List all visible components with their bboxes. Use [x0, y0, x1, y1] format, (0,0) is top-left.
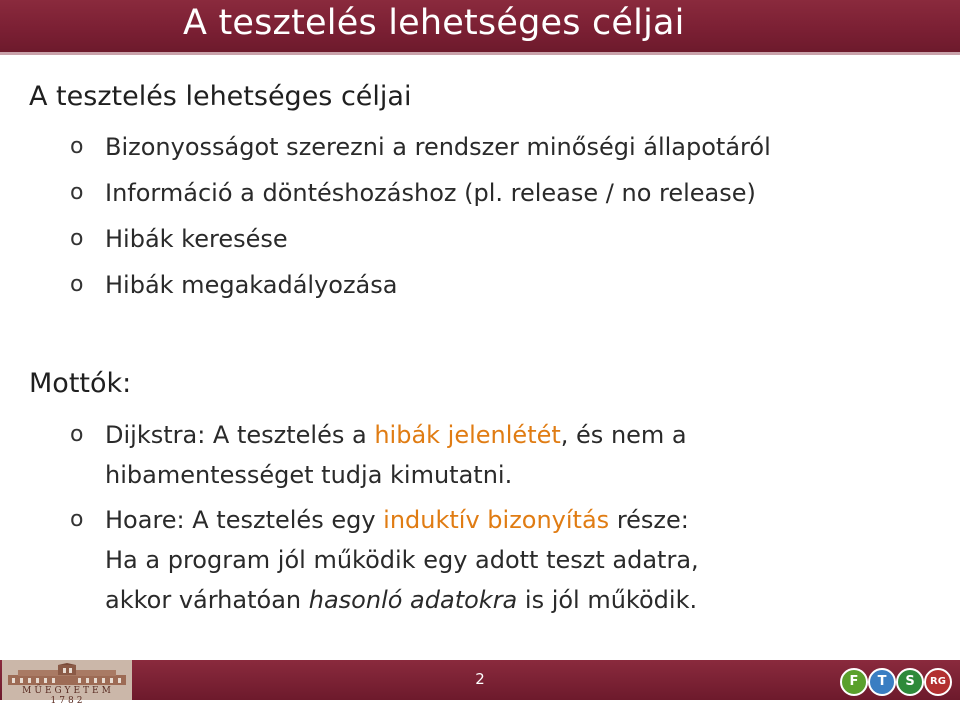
bullet-glyph: o [70, 226, 84, 251]
bullet-glyph: o [70, 180, 84, 205]
list-item-text: Hibák keresése [105, 225, 288, 253]
department-logos [840, 664, 952, 698]
quote-text: része: [609, 506, 689, 534]
logo-letter: S [905, 674, 915, 689]
quote-text: hibamentességet tudja kimutatni. [105, 461, 513, 489]
quote-text: Dijkstra: A tesztelés a [105, 421, 375, 449]
quote-text: Ha a program jól működik egy adott teszt adatra, [105, 546, 699, 574]
quote-text: , és nem a [560, 421, 687, 449]
footer-bar [0, 660, 960, 706]
bullet-glyph: o [70, 507, 84, 532]
page-number: 2 [475, 670, 485, 688]
university-text: MŰEGYETEM 1782 [22, 686, 114, 706]
list-item-text: Bizonyosságot szerezni a rendszer minőségi állapotáról [105, 133, 771, 161]
list-item-text: Információ a döntéshozáshoz (pl. release / no release) [105, 179, 756, 207]
highlight-text: hibák jelenlétét [374, 421, 561, 449]
quote-text: akkor várhatóan [105, 586, 309, 614]
quote-text: Hoare: A tesztelés egy [105, 506, 384, 534]
section-heading-mottos: Mottók: [29, 368, 132, 399]
logo-letter: T [877, 674, 887, 689]
logo-s-icon [896, 668, 924, 696]
logo-t-icon [868, 668, 896, 696]
quote-text: is jól működik. [517, 586, 698, 614]
logo-f-icon [840, 668, 868, 696]
list-item-text [105, 500, 925, 620]
bullet-glyph: o [70, 134, 84, 159]
list-item-text: Hibák megakadályozása [105, 271, 398, 299]
highlight-text: induktív bizonyítás [383, 506, 610, 534]
slide-title: A tesztelés lehetséges céljai [183, 3, 685, 43]
section-heading-goals: A tesztelés lehetséges céljai [29, 81, 412, 112]
bullet-glyph: o [70, 272, 84, 297]
list-item-text [105, 415, 925, 495]
bullet-glyph: o [70, 422, 84, 447]
logo-letter: F [849, 674, 859, 689]
title-bar [0, 0, 960, 55]
logo-rg-icon [924, 668, 952, 696]
logo-letter: RG [930, 676, 946, 687]
emphasis-text: hasonló adatokra [308, 586, 518, 614]
